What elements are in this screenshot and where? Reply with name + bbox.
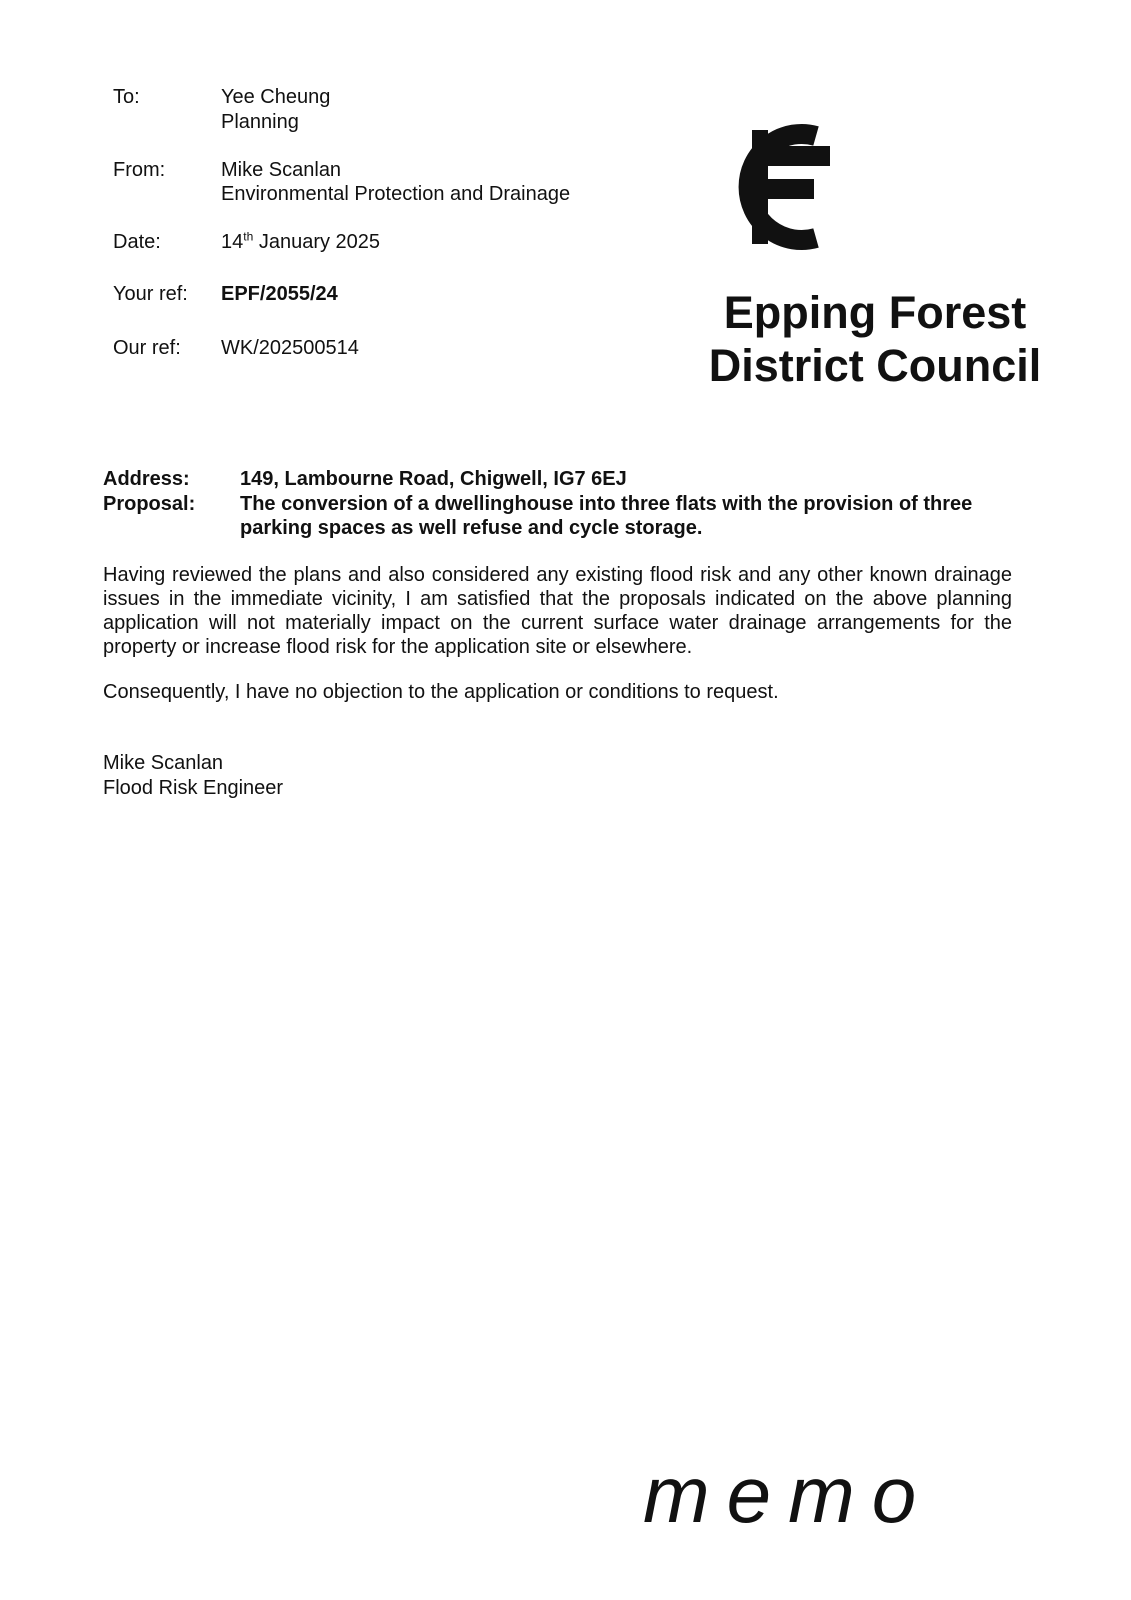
proposal-line1: The conversion of a dwellinghouse into three flats with the provision of three	[240, 493, 973, 515]
our-ref-value: WK/202500514	[221, 337, 359, 359]
proposal-line2: parking spaces as well refuse and cycle storage.	[240, 517, 703, 539]
from-label: From:	[113, 159, 166, 181]
your-ref-value: EPF/2055/24	[221, 283, 338, 305]
date-day: 14	[221, 231, 244, 253]
org-name-line1: Epping Forest	[723, 287, 1027, 338]
your-ref-label: Your ref:	[113, 283, 188, 305]
date-month-year: January 2025	[253, 231, 381, 253]
proposal-label: Proposal:	[103, 493, 196, 515]
to-department: Planning	[221, 111, 299, 133]
date-suffix: th	[243, 229, 254, 244]
epping-forest-ef-logo-icon	[716, 118, 834, 256]
org-name-line2: District Council	[708, 340, 1042, 391]
date-label: Date:	[113, 231, 161, 253]
signature-name: Mike Scanlan	[103, 752, 224, 774]
to-label: To:	[113, 86, 140, 108]
body-paragraph-1: Having reviewed the plans and also considered any existing flood risk and any other known drainage issues in the immediate vicinity, I am satisfied that the proposals indicated on the above planning application will not materially impact on the current surface water drainage arrangements for the property or increase flood risk for the application site or elsewhere.	[103, 564, 1012, 658]
to-name: Yee Cheung	[221, 86, 331, 108]
memo-wordmark: memo	[643, 1450, 934, 1539]
date-value	[221, 230, 380, 254]
from-department: Environmental Protection and Drainage	[221, 183, 571, 205]
from-name: Mike Scanlan	[221, 159, 342, 181]
organisation-name	[690, 286, 1060, 392]
our-ref-label: Our ref:	[113, 337, 181, 359]
body-paragraph-2: Consequently, I have no objection to the application or conditions to request.	[103, 681, 779, 703]
signature-title: Flood Risk Engineer	[103, 777, 284, 799]
address-label: Address:	[103, 468, 190, 490]
address-value: 149, Lambourne Road, Chigwell, IG7 6EJ	[240, 468, 627, 490]
